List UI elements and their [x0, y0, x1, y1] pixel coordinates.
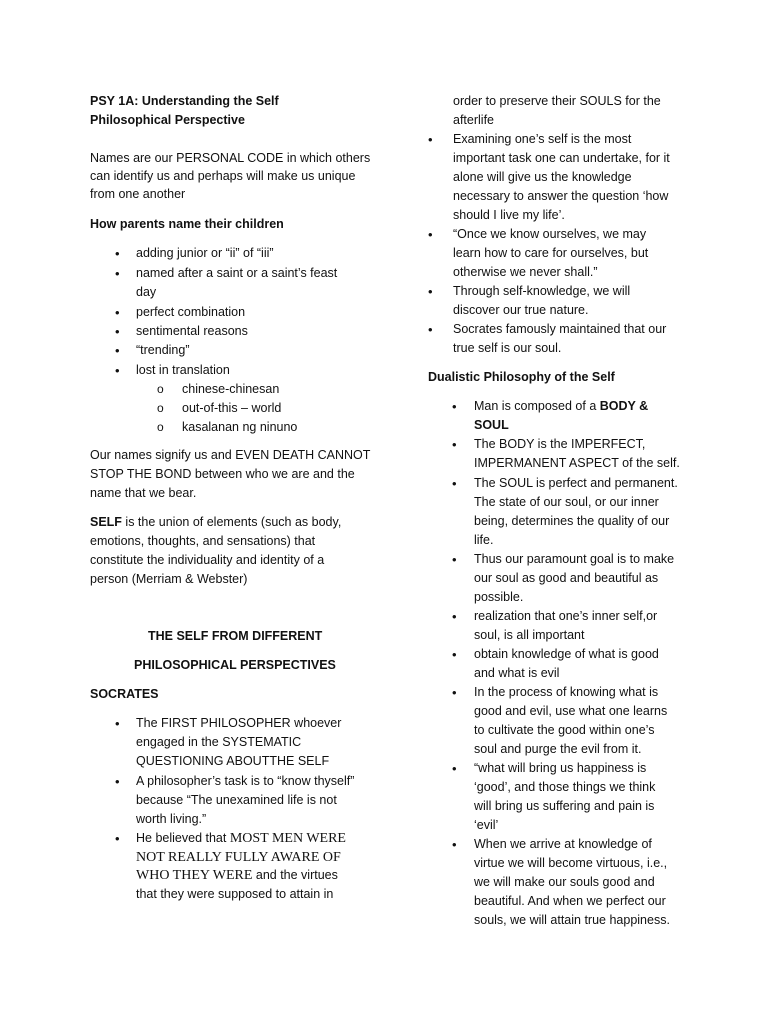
bullet-icon: • — [115, 324, 120, 339]
sub-bullet-icon: o — [157, 401, 164, 415]
sub-list-item: kasalanan ng ninuno — [182, 420, 298, 434]
bullet-icon: • — [452, 437, 457, 452]
list-item: sentimental reasons — [136, 324, 248, 338]
list-item: The FIRST PHILOSOPHER whoever — [136, 716, 342, 730]
bullet-icon: • — [115, 305, 120, 320]
list-item: lost in translation — [136, 363, 230, 377]
bullet-icon: • — [115, 266, 120, 281]
list-item: obtain knowledge of what is good — [474, 647, 659, 661]
list-item: “trending” — [136, 343, 190, 357]
bullet-icon: • — [428, 227, 433, 242]
list-item: A philosopher’s task is to “know thyself” — [136, 774, 355, 788]
sub-bullet-icon: o — [157, 420, 164, 434]
continued-text: order to preserve their SOULS for the — [453, 94, 661, 108]
list-item: The SOUL is perfect and permanent. — [474, 476, 678, 490]
list-item: “Once we know ourselves, we may — [453, 227, 647, 241]
bullet-icon: • — [428, 322, 433, 337]
list-item: The BODY is the IMPERFECT, — [474, 437, 646, 451]
document-title: PSY 1A: Understanding the Self — [90, 94, 279, 108]
sub-list-item: out-of-this – world — [182, 401, 282, 415]
bullet-icon: • — [115, 716, 120, 731]
list-item: When we arrive at knowledge of — [474, 837, 652, 851]
bullet-icon: • — [115, 363, 120, 378]
list-item: Socrates famously maintained that our — [453, 322, 667, 336]
list-item: realization that one’s inner self,or — [474, 609, 658, 623]
section-title: PHILOSOPHICAL PERSPECTIVES — [134, 658, 336, 672]
bullet-icon: • — [452, 837, 457, 852]
bullet-icon: • — [452, 399, 457, 414]
list-item: Examining one’s self is the most — [453, 132, 632, 146]
list-item: adding junior or “ii” of “iii” — [136, 246, 274, 260]
bullet-icon: • — [428, 132, 433, 147]
sub-bullet-icon: o — [157, 382, 164, 396]
list-item: Through self-knowledge, we will — [453, 284, 631, 298]
bullet-icon: • — [452, 685, 457, 700]
dualistic-heading: Dualistic Philosophy of the Self — [428, 370, 615, 384]
list-item: “what will bring us happiness is — [474, 761, 647, 775]
list-item: Man is composed of a BODY & — [474, 399, 649, 413]
bullet-icon: • — [115, 774, 120, 789]
socrates-heading: SOCRATES — [90, 687, 159, 701]
bullet-icon: • — [452, 476, 457, 491]
list-item: In the process of knowing what is — [474, 685, 659, 699]
parents-heading: How parents name their children — [90, 217, 284, 231]
bullet-icon: • — [428, 284, 433, 299]
list-item: perfect combination — [136, 305, 246, 319]
list-item: He believed that MOST MEN WERE — [136, 831, 346, 846]
sub-list-item: chinese-chinesan — [182, 382, 280, 396]
list-item: Thus our paramount goal is to make — [474, 552, 675, 566]
bullet-icon: • — [452, 761, 457, 776]
bullet-icon: • — [115, 246, 120, 261]
bullet-icon: • — [452, 552, 457, 567]
document-subtitle: Philosophical Perspective — [90, 113, 245, 127]
bullet-icon: • — [452, 609, 457, 624]
list-item: named after a saint or a saint’s feast — [136, 266, 338, 280]
section-title: THE SELF FROM DIFFERENT — [148, 629, 323, 643]
bullet-icon: • — [115, 831, 120, 846]
bullet-icon: • — [452, 647, 457, 662]
bullet-icon: • — [115, 343, 120, 358]
